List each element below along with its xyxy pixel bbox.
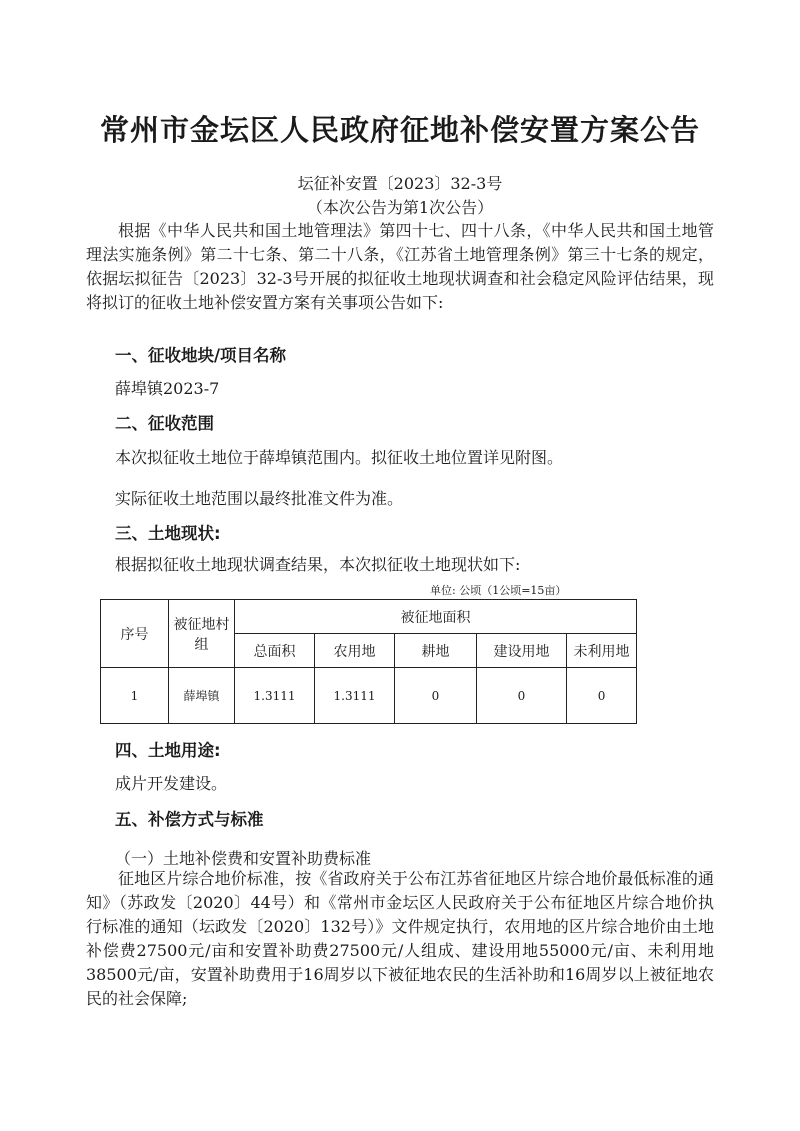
cell-construction: 0	[477, 668, 567, 724]
cell-index: 1	[101, 668, 169, 724]
cell-farm: 1.3111	[315, 668, 395, 724]
notice-title: 常州市金坛区人民政府征地补偿安置方案公告	[99, 113, 700, 147]
cell-unused: 0	[567, 668, 637, 724]
table-unit-note: 单位: 公顷（1公顷=15亩）	[430, 584, 567, 597]
section-5-paragraph: 征地区片综合地价标准，按《省政府关于公布江苏省征地区片综合地价最低标准的通知》（苏政发〔2020〕44号）和《常州市金坛区人民政府关于公布征地区片综合地价执行标准的通知（坛政发〔2020〕132号）》文件规定执行，农用地的区片综合地价由土地补偿费27500元/亩和安置补助费27500元/人组成、建设用地55000元/亩、未利用地38500元/亩，安置补助费用于16周岁以下被征地农民的生活补助和16周岁以上被征地农民的社会保障;	[86, 869, 714, 1008]
header-village: 被征地村组	[169, 600, 235, 668]
intro-paragraph: 根据《中华人民共和国土地管理法》第四十七、四十八条，《中华人民共和国土地管理法实施条例》第二十七条、第二十八条，《江苏省土地管理条例》第三十七条的规定，依据坛拟征告〔2023〕32-3号开展的拟征收土地现状调查和社会稳定风险评估结果，现将拟订的征收土地补偿安置方案有关事项公告如下:	[86, 221, 714, 312]
header-cultivated: 耕地	[395, 634, 477, 668]
announcement-index: （本次公告为第1次公告）	[306, 198, 494, 217]
section-3-text: 根据拟征收土地现状调查结果，本次拟征收土地现状如下:	[115, 555, 521, 574]
land-status-table	[100, 599, 637, 724]
section-2-heading: 二、征收范围	[115, 414, 214, 433]
header-area-group: 被征地面积	[235, 600, 637, 634]
cell-village: 薛埠镇	[169, 668, 235, 724]
header-index: 序号	[101, 600, 169, 668]
section-5-heading: 五、补偿方式与标准	[115, 810, 264, 829]
section-3-heading: 三、土地现状:	[115, 524, 221, 543]
table-row	[101, 668, 637, 724]
section-4-heading: 四、土地用途:	[115, 741, 221, 760]
header-total: 总面积	[235, 634, 315, 668]
header-farm: 农用地	[315, 634, 395, 668]
cell-total: 1.3111	[235, 668, 315, 724]
header-unused: 未利用地	[567, 634, 637, 668]
section-4-text: 成片开发建设。	[115, 774, 228, 793]
cell-cultivated: 0	[395, 668, 477, 724]
section-1-text: 薛埠镇2023-7	[115, 379, 220, 398]
section-1-heading: 一、征收地块/项目名称	[115, 346, 287, 365]
section-5-subheading: （一）土地补偿费和安置补助费标准	[115, 849, 372, 868]
section-2-text-1: 本次拟征收土地位于薛埠镇范围内。拟征收土地位置详见附图。	[115, 448, 564, 467]
document-number: 坛征补安置〔2023〕32-3号	[297, 174, 503, 193]
header-construction: 建设用地	[477, 634, 567, 668]
section-2-text-2: 实际征收土地范围以最终批准文件为准。	[115, 489, 404, 508]
